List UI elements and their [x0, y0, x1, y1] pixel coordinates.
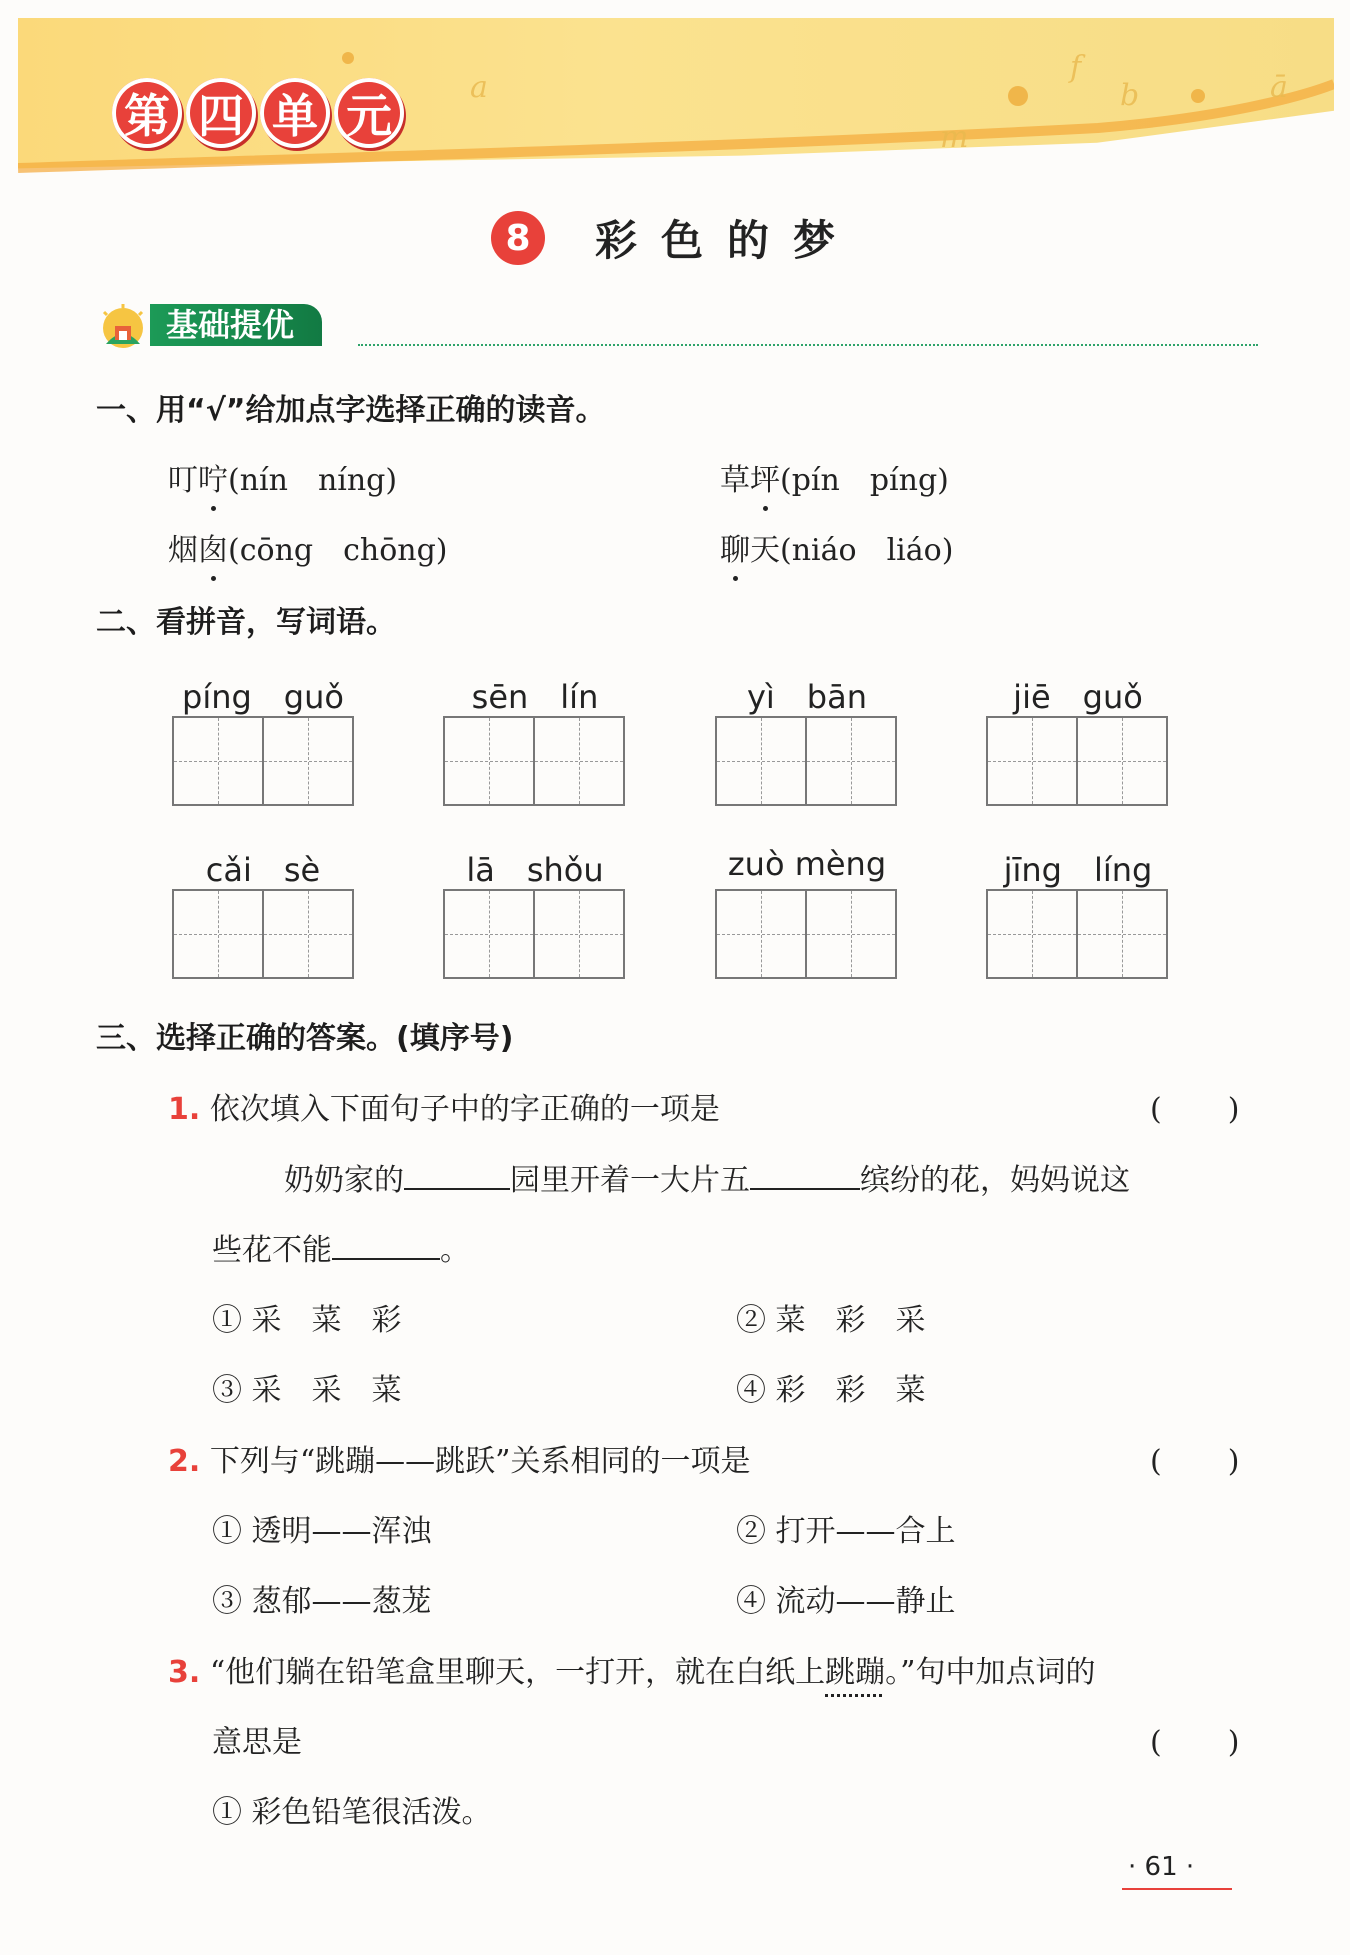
writing-grid[interactable] — [172, 716, 354, 806]
pronunciation-item — [168, 525, 448, 569]
answer-paren[interactable]: ( ) — [1150, 1092, 1242, 1127]
unit-title-char: 四 — [186, 78, 256, 148]
pinyin-label: jīng líng — [1003, 851, 1153, 889]
writing-grid[interactable] — [172, 889, 354, 979]
subquestion-text: “他们躺在铅笔盒里聊天，一打开，就在白纸上 — [209, 1655, 826, 1690]
subquestion-3-line2: 意思是 — [212, 1725, 302, 1760]
pinyin-label: lā shǒu — [466, 851, 604, 889]
sentence-part: 缤纷的花，妈妈说这 — [860, 1163, 1130, 1198]
sun-house-icon — [98, 304, 148, 350]
answer-paren[interactable]: ( ) — [1150, 1444, 1242, 1479]
option[interactable]: ② 打开——合上 — [736, 1514, 956, 1549]
pinyin-label: sēn lín — [471, 678, 599, 716]
item-options: (cōng chōng) — [228, 533, 448, 568]
banner-letter: b — [1120, 78, 1140, 113]
option[interactable]: ③ 采 采 菜 — [212, 1373, 402, 1408]
dotted-char: 坪 — [750, 455, 780, 499]
pronunciation-item — [720, 455, 949, 499]
option[interactable]: ② 菜 彩 采 — [736, 1303, 926, 1338]
pronunciation-item — [720, 525, 953, 569]
subquestion-text: 依次填入下面句子中的字正确的一项是 — [209, 1092, 720, 1127]
writing-grid[interactable] — [715, 889, 897, 979]
fill-sentence — [284, 1155, 1130, 1199]
banner-letter: a — [470, 70, 488, 105]
section-label: 基础提优 — [150, 304, 322, 346]
dotted-char: 聊 — [720, 525, 750, 569]
sentence-part: 。 — [440, 1233, 470, 1268]
unit-title — [112, 78, 404, 148]
subquestion-2-stem — [168, 1436, 751, 1480]
section-header — [98, 300, 1258, 350]
page-number: · 61 · — [1128, 1852, 1195, 1882]
subquestion-3-stem — [168, 1647, 1096, 1691]
unit-title-char: 元 — [334, 78, 404, 148]
banner-letter: f — [1070, 50, 1082, 85]
item-char: 烟 — [168, 533, 198, 568]
fill-blank[interactable] — [404, 1188, 510, 1190]
dotted-char: 囱 — [198, 525, 228, 569]
option[interactable]: ① 采 菜 彩 — [212, 1303, 402, 1338]
question-3-title: 三、选择正确的答案。(填序号) — [96, 1021, 514, 1056]
writing-grid[interactable] — [715, 716, 897, 806]
pinyin-label: zuò mèng — [727, 845, 887, 883]
lesson-title: 彩色的梦 — [594, 216, 859, 265]
pinyin-label: cǎi sè — [205, 851, 321, 889]
writing-grid[interactable] — [443, 889, 625, 979]
fill-blank[interactable] — [750, 1188, 860, 1190]
item-options: 天(niáo liáo) — [750, 533, 954, 568]
item-options: (pín píng) — [780, 463, 949, 498]
pinyin-label: píng guǒ — [182, 678, 344, 716]
sentence-part: 园里开着一大片五 — [510, 1163, 750, 1198]
subquestion-text: 下列与“跳蹦——跳跃”关系相同的一项是 — [209, 1444, 751, 1479]
option[interactable]: ① 透明——浑浊 — [212, 1514, 432, 1549]
question-1-title: 一、用“√”给加点字选择正确的读音。 — [96, 393, 606, 428]
option[interactable]: ① 彩色铅笔很活泼。 — [212, 1795, 492, 1830]
subquestion-number: 1. — [168, 1092, 201, 1127]
pinyin-label: yì bān — [746, 678, 868, 716]
question-2-title: 二、看拼音，写词语。 — [96, 605, 396, 640]
writing-grid[interactable] — [986, 889, 1168, 979]
answer-paren[interactable]: ( ) — [1150, 1725, 1242, 1760]
banner-letter: ā — [1270, 70, 1288, 105]
page-number-underline — [1122, 1888, 1232, 1890]
lesson-number-badge: 8 — [491, 211, 545, 265]
option[interactable]: ④ 彩 彩 菜 — [736, 1373, 926, 1408]
section-divider — [358, 344, 1258, 346]
lesson-heading — [0, 208, 1350, 268]
option[interactable]: ④ 流动——静止 — [736, 1584, 956, 1619]
pronunciation-item — [168, 455, 397, 499]
dotted-word: 跳蹦 — [825, 1655, 886, 1690]
unit-title-char: 单 — [260, 78, 330, 148]
writing-grid[interactable] — [986, 716, 1168, 806]
sentence-part: 奶奶家的 — [284, 1163, 404, 1198]
pinyin-label: jiē guǒ — [1013, 678, 1143, 716]
banner-letter: m — [940, 120, 969, 155]
unit-title-char: 第 — [112, 78, 182, 148]
dotted-char: 咛 — [198, 455, 228, 499]
item-char: 叮 — [168, 463, 198, 498]
subquestion-1-stem — [168, 1084, 720, 1128]
subquestion-number: 2. — [168, 1444, 201, 1479]
item-options: (nín níng) — [228, 463, 398, 498]
subquestion-text: 。”句中加点词的 — [885, 1655, 1096, 1690]
sentence-part: 些花不能 — [212, 1233, 332, 1268]
subquestion-number: 3. — [168, 1655, 201, 1690]
item-char: 草 — [720, 463, 750, 498]
fill-blank[interactable] — [332, 1258, 440, 1260]
option[interactable]: ③ 葱郁——葱茏 — [212, 1584, 432, 1619]
fill-sentence — [212, 1225, 470, 1269]
writing-grid[interactable] — [443, 716, 625, 806]
